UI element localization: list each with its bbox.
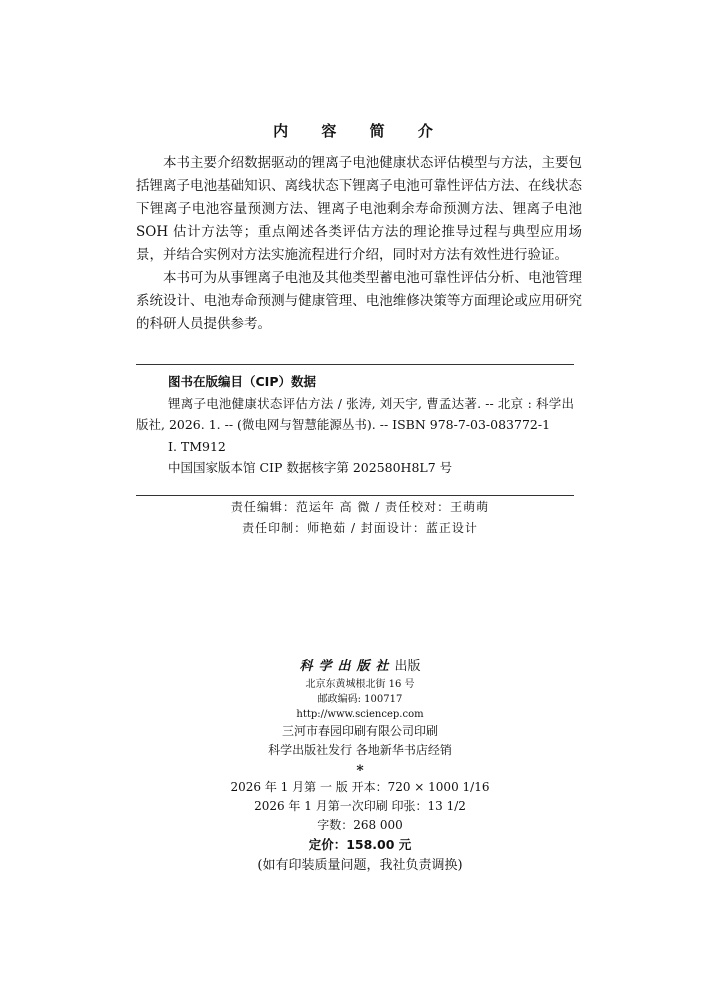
distribution: 科学出版社发行 各地新华书店经销 <box>268 743 452 757</box>
publisher-postcode: 邮政编码: 100717 <box>317 694 403 705</box>
summary-paragraph-1: 本书主要介绍数据驱动的锂离子电池健康状态评估模型与方法，主要包括锂离子电池基础知识、离线状态下锂离子电池可靠性评估方法、在线状态下锂离子电池容量预测方法、锂离子电池剩余寿命预测方法、锂离子电池 SOH 估计方法等；重点阐述各类评估方法的理论推导过程与典型应用场景，并结合实例对方法实施流程进行介绍，同时对方法有效性进行验证。 <box>136 155 582 263</box>
price: 定价：158.00 元 <box>308 837 412 852</box>
cip-block <box>136 371 574 479</box>
staff-printing-design: 责任印制：师艳茹 / 封面设计：蓝正设计 <box>242 521 478 535</box>
cip-classification: Ⅰ. TM912 <box>168 438 226 454</box>
cip-top-rule <box>136 364 574 365</box>
cip-description: 锂离子电池健康状态评估方法 / 张涛, 刘天宇, 曹孟达著. -- 北京 : 科学出版社, 2026. 1. -- (微电网与智慧能源丛书). -- ISBN 978-7-03-083772-1 <box>136 395 574 432</box>
word-count: 字数：268 000 <box>317 818 403 832</box>
edition-info: 2026 年 1 月第 一 版 开本：720 × 1000 1/16 <box>230 780 490 794</box>
summary-body <box>136 152 582 336</box>
printer: 三河市春园印刷有限公司印刷 <box>281 724 438 738</box>
separator-star: * <box>356 763 364 779</box>
cip-bottom-rule <box>136 495 574 496</box>
return-notice: (如有印装质量问题，我社负责调换) <box>257 858 463 873</box>
publisher-line <box>0 657 720 677</box>
publisher-name: 科学出版社 <box>299 659 395 674</box>
cip-verification: 中国国家版本馆 CIP 数据核字第 202580H8L7 号 <box>168 460 453 475</box>
printing-info: 2026 年 1 月第一次印刷 印张：13 1/2 <box>254 799 466 813</box>
publisher-suffix: 出版 <box>394 659 421 674</box>
staff-editors: 责任编辑：范运年 高 微 / 责任校对：王萌萌 <box>230 500 490 514</box>
summary-title: 内 容 简 介 <box>273 122 447 140</box>
publisher-website: http://www.sciencep.com <box>296 709 424 720</box>
cip-heading: 图书在版编目（CIP）数据 <box>168 374 316 389</box>
publisher-address: 北京东黄城根北街 16 号 <box>305 679 415 690</box>
editorial-staff <box>0 497 720 539</box>
summary-paragraph-2: 本书可为从事锂离子电池及其他类型蓄电池可靠性评估分析、电池管理系统设计、电池寿命预测与健康管理、电池维修决策等方面理论或应用研究的科研人员提供参考。 <box>136 270 582 332</box>
publisher-block <box>0 657 720 877</box>
